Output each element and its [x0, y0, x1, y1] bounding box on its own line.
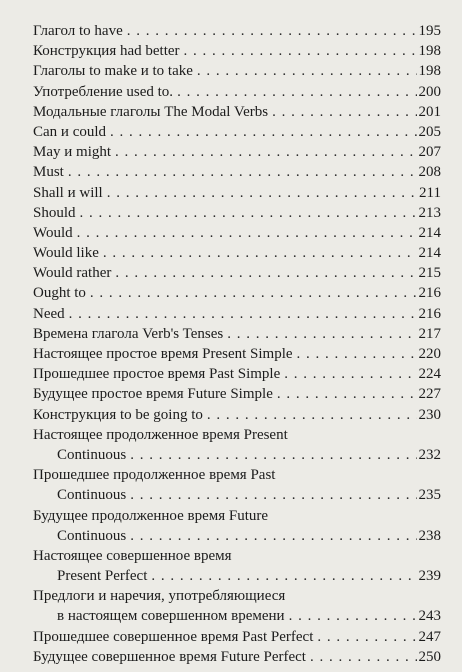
toc-entry-line [33, 122, 441, 142]
toc-entry [33, 344, 441, 364]
toc-entry-page-number: 205 [418, 123, 441, 140]
table-of-contents [33, 21, 441, 667]
toc-entry-line [33, 384, 441, 404]
dot-leader [69, 304, 417, 324]
toc-entry-page-number: 215 [418, 265, 441, 282]
toc-entry-line [33, 586, 441, 606]
toc-entry-title: Must [33, 164, 64, 181]
dot-leader [80, 203, 417, 223]
toc-entry-page-number: 213 [418, 204, 441, 221]
toc-entry-title: Употребление used to. [33, 83, 174, 100]
dot-leader [107, 183, 417, 203]
toc-entry-line [33, 61, 441, 81]
toc-entry [33, 162, 441, 182]
dot-leader [284, 364, 416, 384]
toc-entry-title: Будущее простое время Future Simple [33, 386, 273, 403]
dot-leader [310, 647, 417, 667]
dot-leader [127, 21, 417, 41]
toc-entry-page-number: 201 [418, 103, 441, 120]
toc-entry-title: Глаголы to make и to take [33, 63, 193, 80]
toc-entry-line [33, 546, 441, 566]
dot-leader [151, 566, 416, 586]
toc-entry-page-number: 216 [418, 285, 441, 302]
toc-entry-title: Continuous [57, 487, 127, 504]
toc-entry-title: May и might [33, 144, 112, 161]
toc-entry-continuation [33, 566, 441, 586]
dot-leader [197, 61, 417, 81]
toc-entry-line [33, 627, 441, 647]
toc-entry-line [33, 465, 441, 485]
toc-entry-line [33, 243, 441, 263]
toc-entry-page-number: 243 [418, 608, 441, 625]
toc-entry-page-number: 214 [418, 224, 441, 241]
toc-entry-title: Будущее совершенное время Future Perfect [33, 648, 306, 665]
toc-entry-page-number: 227 [418, 386, 441, 403]
toc-entry [33, 82, 441, 102]
toc-entry [33, 324, 441, 344]
toc-entry [33, 41, 441, 61]
toc-entry [33, 142, 441, 162]
toc-entry-page-number: 232 [418, 446, 441, 463]
toc-entry-page-number: 216 [418, 305, 441, 322]
toc-entry [33, 364, 441, 384]
toc-entry [33, 61, 441, 81]
dot-leader [103, 243, 417, 263]
toc-entry-title: Should [33, 204, 76, 221]
toc-entry-title: Прошедшее простое время Past Simple [33, 366, 281, 383]
toc-entry-line [33, 324, 441, 344]
toc-entry-line [33, 344, 441, 364]
toc-entry-title: Предлоги и наречия, употребляющиеся [33, 588, 286, 605]
toc-entry-line [33, 425, 441, 445]
toc-entry-continuation [33, 526, 441, 546]
toc-entry-title: Времена глагола Verb's Tenses [33, 325, 224, 342]
toc-entry-title: Need [33, 305, 65, 322]
dot-leader [110, 122, 416, 142]
toc-entry-page-number: 238 [418, 527, 441, 544]
toc-entry-line [33, 203, 441, 223]
toc-entry [33, 546, 441, 586]
dot-leader [130, 445, 416, 465]
toc-entry-page-number: 214 [418, 245, 441, 262]
toc-entry-page-number: 211 [419, 184, 441, 201]
toc-entry-title: Continuous [57, 446, 127, 463]
toc-entry-title: в настоящем совершенном времени [57, 608, 285, 625]
toc-entry-title: Конструкция had better [33, 43, 180, 60]
dot-leader [90, 283, 417, 303]
toc-entry-title: Прошедшее продолженное время Past [33, 467, 276, 484]
toc-entry-page-number: 224 [418, 366, 441, 383]
toc-entry [33, 243, 441, 263]
toc-entry-page-number: 207 [418, 144, 441, 161]
toc-entry [33, 21, 441, 41]
toc-entry-title: Can и could [33, 123, 107, 140]
toc-entry-title: Модальные глаголы The Modal Verbs [33, 103, 269, 120]
toc-entry-page-number: 235 [418, 487, 441, 504]
toc-entry [33, 425, 441, 465]
toc-entry-page-number: 230 [418, 406, 441, 423]
toc-entry-line [33, 405, 441, 425]
toc-entry-page-number: 208 [418, 164, 441, 181]
toc-entry [33, 405, 441, 425]
toc-entry-page-number: 220 [418, 346, 441, 362]
toc-entry-line [33, 647, 441, 667]
toc-entry-page-number: 200 [418, 83, 441, 100]
toc-entry-title: Настоящее простое время Present Simple [33, 346, 293, 362]
toc-entry-line [33, 283, 441, 303]
toc-entry-page-number: 198 [418, 63, 441, 80]
toc-entry-continuation [33, 445, 441, 465]
toc-entry-title: Конструкция to be going to [33, 406, 203, 423]
toc-entry [33, 627, 441, 647]
toc-entry-page-number: 217 [418, 325, 441, 342]
toc-entry-line [33, 304, 441, 324]
dot-leader [184, 41, 417, 61]
toc-entry [33, 304, 441, 324]
toc-entry-line [33, 142, 441, 162]
dot-leader [277, 384, 417, 404]
toc-entry-line [33, 364, 441, 384]
dot-leader [177, 82, 416, 102]
dot-leader [77, 223, 417, 243]
dot-leader [289, 606, 417, 626]
toc-entry-title: Shall и will [33, 184, 103, 201]
toc-entry-line [33, 263, 441, 283]
toc-entry-title: Would like [33, 245, 99, 262]
toc-entry [33, 223, 441, 243]
toc-entry [33, 384, 441, 404]
dot-leader [227, 324, 416, 344]
toc-entry [33, 586, 441, 626]
toc-entry-line [33, 82, 441, 102]
dot-leader [207, 405, 417, 425]
toc-entry-line [33, 223, 441, 243]
toc-entry [33, 647, 441, 667]
toc-entry-line [33, 183, 441, 203]
toc-entry-continuation [33, 485, 441, 505]
toc-entry [33, 506, 441, 546]
dot-leader [130, 485, 416, 505]
toc-entry-page-number: 247 [418, 628, 441, 645]
toc-entry-line [33, 102, 441, 122]
dot-leader [115, 142, 416, 162]
dot-leader [130, 526, 416, 546]
toc-entry-title: Глагол to have [33, 23, 123, 39]
toc-entry-line [33, 162, 441, 182]
toc-entry-page-number: 195 [418, 23, 441, 39]
toc-entry-title: Настоящее продолженное время Present [33, 426, 288, 443]
dot-leader [68, 162, 417, 182]
toc-entry-title: Настоящее совершенное время [33, 547, 232, 564]
toc-entry [33, 102, 441, 122]
dot-leader [297, 344, 417, 364]
toc-entry-title: Прошедшее совершенное время Past Perfect [33, 628, 314, 645]
toc-entry-title: Ought to [33, 285, 86, 302]
dot-leader [317, 627, 416, 647]
toc-entry-title: Would rather [33, 265, 112, 282]
dot-leader [115, 263, 416, 283]
toc-entry-title: Будущее продолженное время Future [33, 507, 269, 524]
toc-entry [33, 122, 441, 142]
toc-entry-title: Present Perfect [57, 568, 148, 585]
toc-entry [33, 283, 441, 303]
toc-entry-title: Continuous [57, 527, 127, 544]
toc-entry-page-number: 250 [418, 648, 441, 665]
toc-entry [33, 183, 441, 203]
toc-entry-line [33, 21, 441, 41]
toc-entry-title: Would [33, 224, 73, 241]
dot-leader [272, 102, 416, 122]
toc-entry [33, 263, 441, 283]
toc-entry [33, 203, 441, 223]
toc-entry [33, 465, 441, 505]
toc-entry-line [33, 506, 441, 526]
toc-entry-line [33, 41, 441, 61]
toc-entry-continuation [33, 606, 441, 626]
toc-entry-page-number: 198 [418, 43, 441, 60]
toc-entry-page-number: 239 [418, 568, 441, 585]
